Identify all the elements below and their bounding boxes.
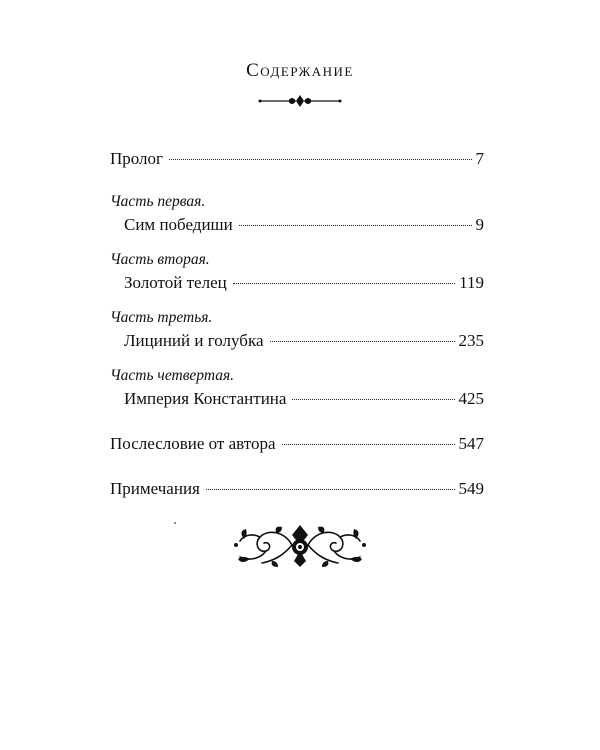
toc-page-number: 7 xyxy=(475,149,484,168)
dot-leader xyxy=(270,341,455,342)
toc-page-number: 119 xyxy=(459,273,484,292)
toc-entry-part-4[interactable] xyxy=(110,365,484,411)
flourish-divider-icon xyxy=(258,94,342,108)
toc-entry-part-3[interactable] xyxy=(110,307,484,353)
toc-entry-label: Пролог xyxy=(110,149,164,168)
toc-entry-afterword[interactable] xyxy=(110,432,484,456)
floral-vignette-icon xyxy=(232,521,368,569)
toc-page-number: 547 xyxy=(458,434,484,453)
toc-entry-label: Лициний и голубка xyxy=(124,331,264,350)
dot-leader xyxy=(233,283,455,284)
dot-leader xyxy=(169,159,471,160)
toc-page-number: 549 xyxy=(458,479,484,498)
toc-entry-label: Примечания xyxy=(110,479,200,498)
toc-part-label: Часть вторая. xyxy=(110,251,210,268)
print-speck xyxy=(174,522,176,524)
toc-entry-label: Послесловие от автора xyxy=(110,434,276,453)
toc-part-label: Часть первая. xyxy=(110,193,206,210)
dot-leader xyxy=(206,489,455,490)
toc-page-number: 425 xyxy=(458,389,484,408)
table-of-contents xyxy=(110,147,484,501)
dot-leader xyxy=(282,444,455,445)
toc-entry-prologue[interactable] xyxy=(110,147,484,171)
dot-leader xyxy=(292,399,454,400)
dot-leader xyxy=(239,225,472,226)
toc-page-number: 235 xyxy=(458,331,484,350)
toc-entry-label: Золотой телец xyxy=(124,273,227,292)
page-title: Содержание xyxy=(246,60,354,81)
toc-entry-label: Сим победиши xyxy=(124,215,233,234)
toc-entry-notes[interactable] xyxy=(110,477,484,501)
toc-page-number: 9 xyxy=(475,215,484,234)
toc-entry-label: Империя Константина xyxy=(124,389,287,408)
toc-entry-part-2[interactable] xyxy=(110,249,484,295)
toc-part-label: Часть третья. xyxy=(110,309,213,326)
toc-part-label: Часть четвертая. xyxy=(110,367,235,384)
toc-entry-part-1[interactable] xyxy=(110,191,484,237)
